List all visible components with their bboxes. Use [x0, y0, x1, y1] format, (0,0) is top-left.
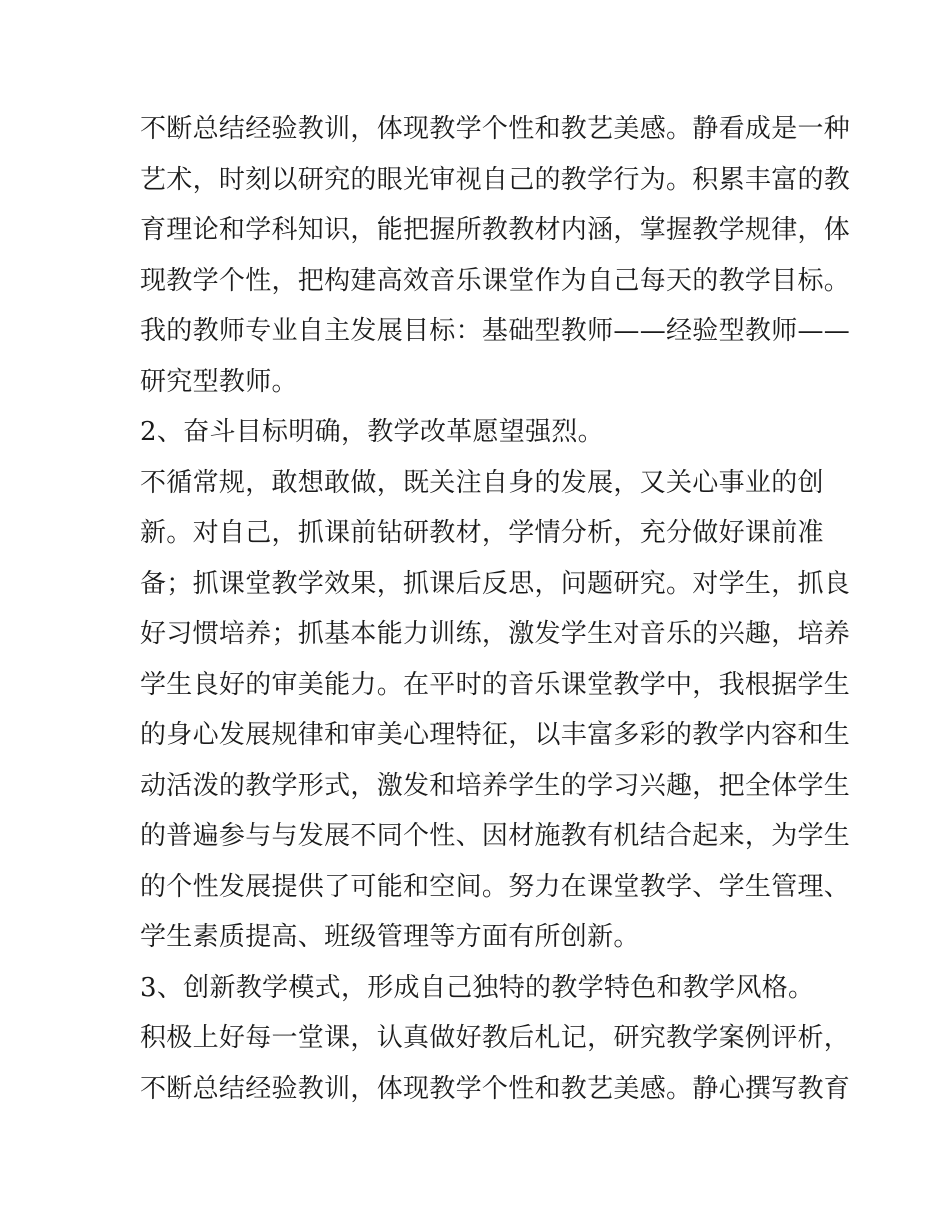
text-line: 备；抓课堂教学效果，抓课后反思，问题研究。对学生，抓良: [140, 568, 851, 599]
text-line: 不断总结经验教训，体现教学个性和教艺美感。静心撰写教育: [140, 1073, 851, 1104]
text-line: 育理论和学科知识，能把握所教教材内涵，掌握教学规律，体: [140, 215, 851, 245]
text-line: 学生良好的审美能力。在平时的音乐课堂教学中，我根据学生: [140, 669, 851, 700]
text-line: 艺术，时刻以研究的眼光审视自己的教学行为。积累丰富的教: [140, 164, 851, 195]
text-line: 不循常规，敢想敢做，既关注自身的发展，又关心事业的创: [140, 467, 824, 498]
text-line: 的普遍参与与发展不同个性、因材施教有机结合起来，为学生: [140, 821, 851, 851]
text-line: 不断总结经验教训，体现教学个性和教艺美感。静看成是一种: [140, 114, 851, 144]
section-heading: 2、奋斗目标明确，教学改革愿望强烈。: [140, 417, 604, 447]
text-line: 积极上好每一堂课，认真做好教后札记，研究教学案例评析，: [140, 1023, 851, 1053]
text-line: 新。对自己，抓课前钻研教材，学情分析，充分做好课前准: [140, 518, 824, 548]
document-body: [140, 104, 851, 1114]
section-heading: 3、创新教学模式，形成自己独特的教学特色和教学风格。: [140, 972, 815, 1003]
text-line: 动活泼的教学形式，激发和培养学生的学习兴趣，把全体学生: [140, 770, 851, 801]
text-line: 现教学个性，把构建高效音乐课堂作为自己每天的教学目标。: [140, 265, 851, 296]
text-line: 好习惯培养；抓基本能力训练，激发学生对音乐的兴趣，培养: [140, 619, 851, 649]
text-line: 的个性发展提供了可能和空间。努力在课堂教学、学生管理、: [140, 871, 851, 902]
text-line: 的身心发展规律和审美心理特征，以丰富多彩的教学内容和生: [140, 720, 851, 750]
text-line: 学生素质提高、班级管理等方面有所创新。: [140, 922, 640, 952]
text-line: 我的教师专业自主发展目标：基础型教师——经验型教师——: [140, 316, 851, 346]
text-line: 研究型教师。: [140, 366, 298, 397]
